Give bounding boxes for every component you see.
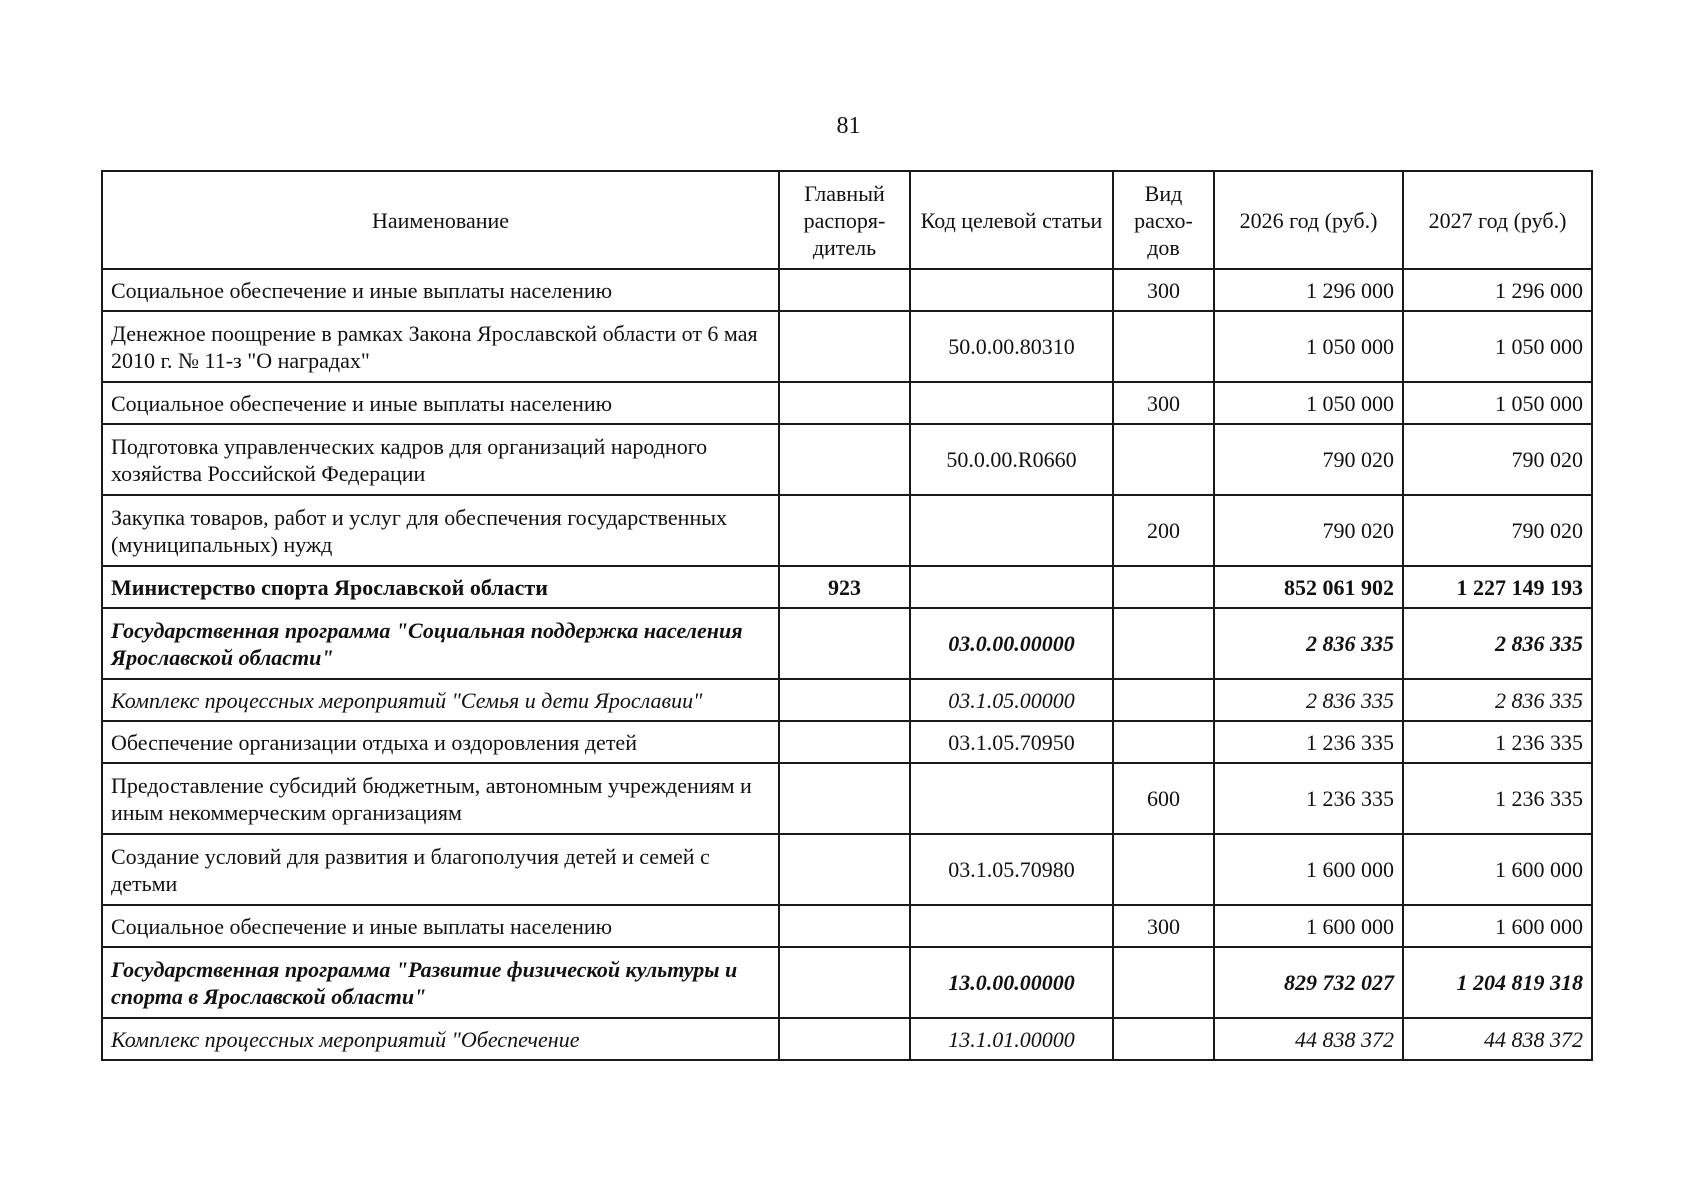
cell-code: 13.0.00.00000 [910,947,1113,1018]
cell-type: 600 [1113,763,1214,834]
cell-name: Создание условий для развития и благополучия детей и семей с детьми [102,834,779,905]
cell-admin [779,947,910,1018]
cell-2027: 1 236 335 [1403,763,1592,834]
cell-2026: 44 838 372 [1214,1018,1403,1060]
cell-code: 03.0.00.00000 [910,608,1113,679]
budget-table [101,170,1593,1061]
cell-2027: 1 050 000 [1403,311,1592,382]
cell-type [1113,721,1214,763]
cell-type: 300 [1113,905,1214,947]
table-row-program [102,947,1592,1018]
cell-2026: 1 236 335 [1214,763,1403,834]
cell-code: 50.0.00.R0660 [910,424,1113,495]
cell-2026: 829 732 027 [1214,947,1403,1018]
table-row-program [102,608,1592,679]
table-row-ministry [102,566,1592,608]
cell-2027: 790 020 [1403,424,1592,495]
page-number: 81 [836,113,861,139]
cell-admin [779,1018,910,1060]
cell-admin [779,424,910,495]
cell-name: Предоставление субсидий бюджетным, автономным учреждениям и иным некоммерческим организациям [102,763,779,834]
cell-2026: 1 600 000 [1214,905,1403,947]
cell-name: Министерство спорта Ярославской области [102,566,779,608]
cell-2027: 1 600 000 [1403,834,1592,905]
cell-admin [779,905,910,947]
cell-name: Закупка товаров, работ и услуг для обеспечения государственных (муниципальных) нужд [102,495,779,566]
header-type: Вид расхо-дов [1113,171,1214,269]
cell-admin: 923 [779,566,910,608]
cell-type [1113,424,1214,495]
cell-admin [779,311,910,382]
cell-name: Денежное поощрение в рамках Закона Ярославской области от 6 мая 2010 г. № 11-з "О наградах" [102,311,779,382]
cell-type [1113,311,1214,382]
cell-type: 200 [1113,495,1214,566]
table-row [102,424,1592,495]
cell-type [1113,566,1214,608]
table-row-complex [102,679,1592,721]
cell-2026: 1 600 000 [1214,834,1403,905]
cell-2027: 2 836 335 [1403,679,1592,721]
cell-2026: 2 836 335 [1214,679,1403,721]
cell-name: Социальное обеспечение и иные выплаты населению [102,382,779,424]
cell-2026: 852 061 902 [1214,566,1403,608]
cell-type: 300 [1113,382,1214,424]
cell-code: 03.1.05.70950 [910,721,1113,763]
cell-code [910,269,1113,311]
header-2027: 2027 год (руб.) [1403,171,1592,269]
header-code: Код целевой статьи [910,171,1113,269]
cell-2027: 1 236 335 [1403,721,1592,763]
header-2026: 2026 год (руб.) [1214,171,1403,269]
cell-admin [779,495,910,566]
cell-2027: 1 600 000 [1403,905,1592,947]
table-row [102,495,1592,566]
cell-code [910,566,1113,608]
cell-code [910,905,1113,947]
cell-name: Государственная программа "Развитие физической культуры и спорта в Ярославской области" [102,947,779,1018]
cell-code: 13.1.01.00000 [910,1018,1113,1060]
cell-admin [779,763,910,834]
cell-2026: 1 236 335 [1214,721,1403,763]
cell-name: Государственная программа "Социальная поддержка населения Ярославской области" [102,608,779,679]
cell-type [1113,834,1214,905]
cell-code [910,495,1113,566]
table-row-complex [102,1018,1592,1060]
cell-2026: 1 050 000 [1214,311,1403,382]
cell-admin [779,721,910,763]
cell-2027: 1 227 149 193 [1403,566,1592,608]
cell-2027: 790 020 [1403,495,1592,566]
table-row [102,382,1592,424]
cell-admin [779,834,910,905]
cell-code: 03.1.05.00000 [910,679,1113,721]
cell-admin [779,608,910,679]
cell-type [1113,1018,1214,1060]
cell-2027: 2 836 335 [1403,608,1592,679]
cell-2027: 1 204 819 318 [1403,947,1592,1018]
table-row [102,905,1592,947]
cell-name: Социальное обеспечение и иные выплаты населению [102,269,779,311]
cell-admin [779,382,910,424]
cell-type [1113,679,1214,721]
cell-2026: 790 020 [1214,424,1403,495]
table-header-row [102,171,1592,269]
cell-name: Обеспечение организации отдыха и оздоровления детей [102,721,779,763]
cell-code [910,382,1113,424]
cell-type [1113,947,1214,1018]
cell-2027: 1 296 000 [1403,269,1592,311]
cell-code [910,763,1113,834]
table-row [102,834,1592,905]
cell-2026: 2 836 335 [1214,608,1403,679]
header-admin: Главный распоря-дитель [779,171,910,269]
cell-2026: 1 296 000 [1214,269,1403,311]
cell-type: 300 [1113,269,1214,311]
cell-2027: 1 050 000 [1403,382,1592,424]
header-name: Наименование [102,171,779,269]
cell-2026: 1 050 000 [1214,382,1403,424]
cell-name: Подготовка управленческих кадров для организаций народного хозяйства Российской Федерации [102,424,779,495]
cell-name: Комплекс процессных мероприятий "Семья и дети Ярославии" [102,679,779,721]
cell-admin [779,269,910,311]
cell-2027: 44 838 372 [1403,1018,1592,1060]
cell-name: Комплекс процессных мероприятий "Обеспечение [102,1018,779,1060]
cell-admin [779,679,910,721]
cell-name: Социальное обеспечение и иные выплаты населению [102,905,779,947]
table-row [102,269,1592,311]
cell-code: 50.0.00.80310 [910,311,1113,382]
cell-code: 03.1.05.70980 [910,834,1113,905]
table-row [102,763,1592,834]
cell-type [1113,608,1214,679]
table-row [102,721,1592,763]
cell-2026: 790 020 [1214,495,1403,566]
table-row [102,311,1592,382]
